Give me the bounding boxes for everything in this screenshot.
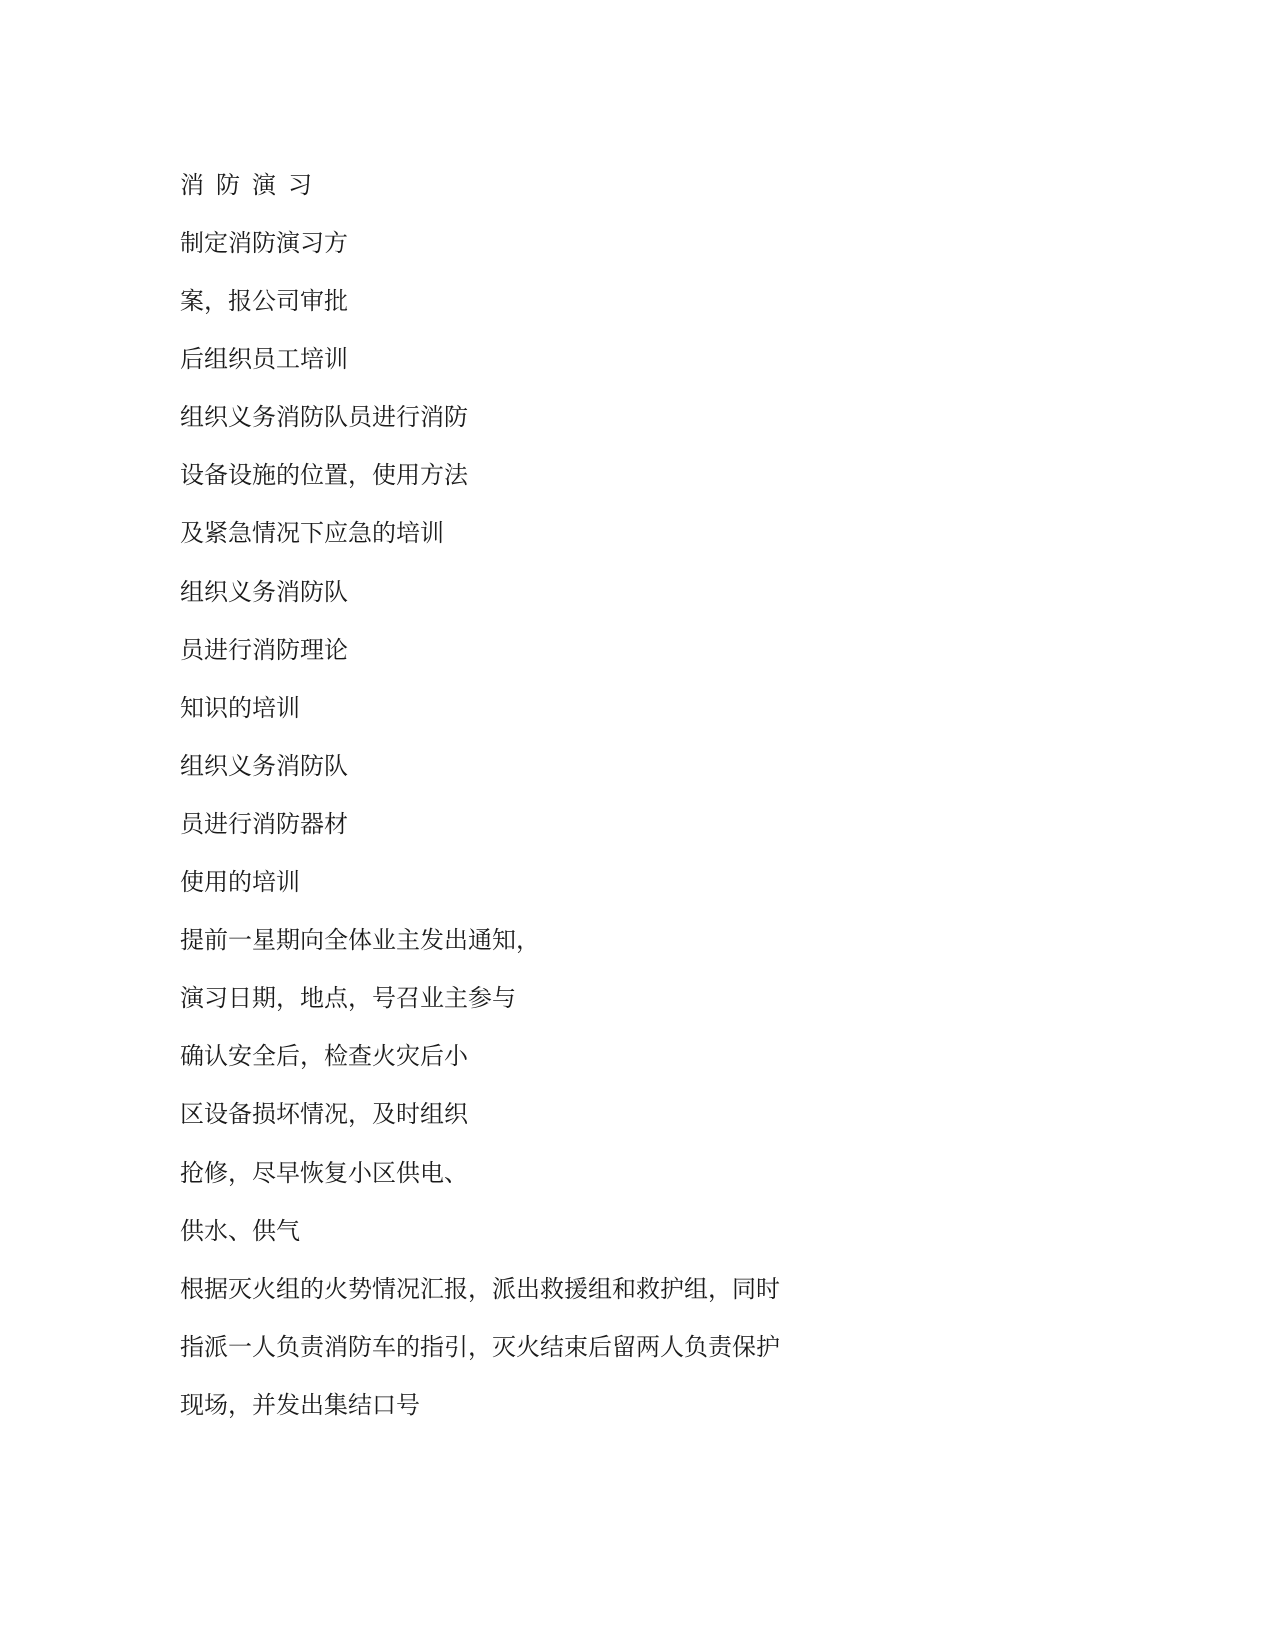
text-line: 制定消防演习方 — [180, 229, 348, 257]
text-line: 现场，并发出集结口号 — [180, 1391, 420, 1419]
text-line: 抢修，尽早恢复小区供电、 — [180, 1159, 468, 1187]
text-line: 知识的培训 — [180, 694, 300, 722]
document-title: 消防演习 — [180, 171, 324, 199]
text-line: 组织义务消防队 — [180, 752, 348, 780]
text-line: 根据灭火组的火势情况汇报，派出救援组和救护组，同时 — [180, 1275, 780, 1303]
text-line: 提前一星期向全体业主发出通知， — [180, 926, 540, 954]
text-line: 区设备损坏情况，及时组织 — [180, 1100, 468, 1128]
text-line: 及紧急情况下应急的培训 — [180, 519, 444, 547]
text-line: 员进行消防器材 — [180, 810, 348, 838]
text-line: 指派一人负责消防车的指引，灭火结束后留两人负责保护 — [180, 1333, 780, 1361]
text-line: 使用的培训 — [180, 868, 300, 896]
text-line: 组织义务消防队 — [180, 578, 348, 606]
text-line: 供水、供气 — [180, 1217, 300, 1245]
text-line: 后组织员工培训 — [180, 345, 348, 373]
text-line: 确认安全后，检查火灾后小 — [180, 1042, 468, 1070]
text-line: 员进行消防理论 — [180, 636, 348, 664]
text-line: 组织义务消防队员进行消防 — [180, 403, 468, 431]
text-line: 演习日期，地点，号召业主参与 — [180, 984, 516, 1012]
text-line: 案，报公司审批 — [180, 287, 348, 315]
text-line: 设备设施的位置，使用方法 — [180, 461, 468, 489]
